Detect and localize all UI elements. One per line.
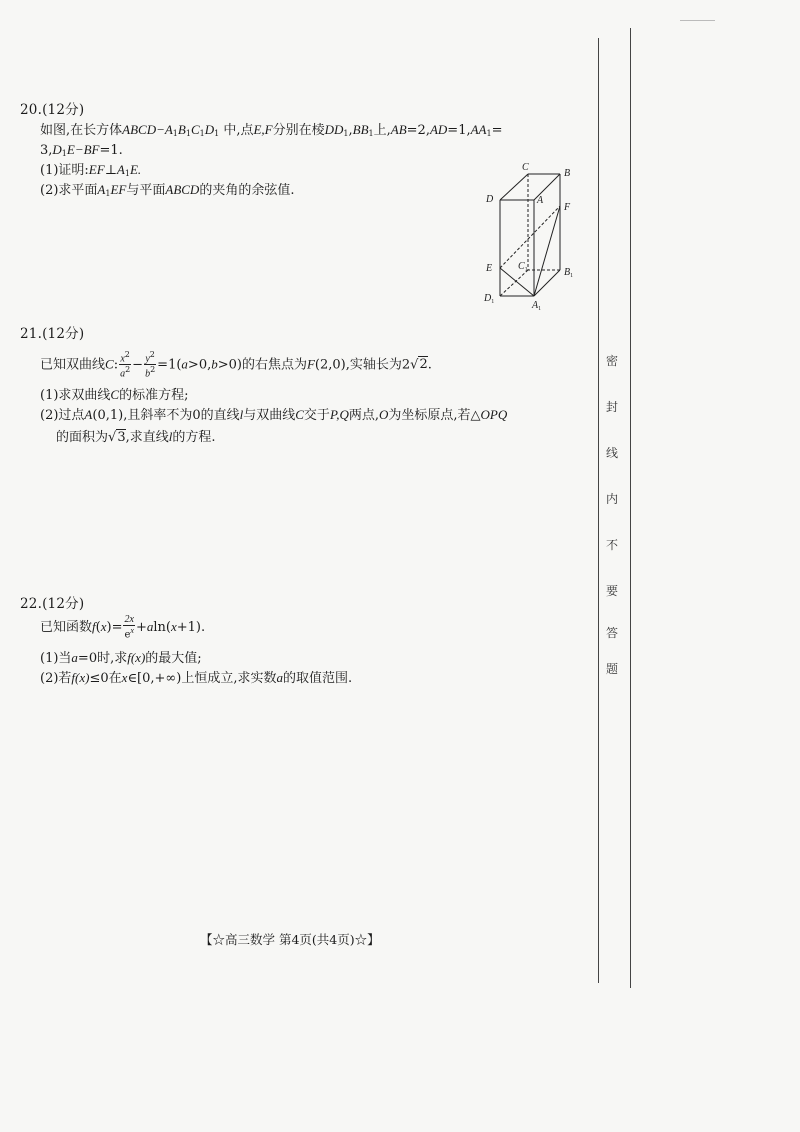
scan-mark <box>680 20 715 21</box>
label-B1: $B_1$ <box>564 267 574 279</box>
q20-stem-line2: $3,D_1E-BF=1$. <box>40 142 123 158</box>
q20-number: 20.(12分) <box>20 102 85 118</box>
q21-number: 21.(12分) <box>20 326 85 342</box>
seal-char-2: 封 <box>605 400 618 414</box>
sqrt-symbol: √ <box>108 430 117 445</box>
q20-stem-line1: 如图,在长方体$ABCD-A_1B_1C_1D_1$ 中,点E,F分别在棱$DD_1,BB_1$上$,AB=2,AD=1,AA_1=$ <box>40 122 503 138</box>
seal-char-1: 密 <box>605 354 618 368</box>
label-D1: $D_1$ <box>484 293 495 305</box>
label-F: F <box>564 202 571 213</box>
cuboid-figure <box>478 160 588 315</box>
fraction-y2-b2: $\frac{y^2}{b^2}$ <box>145 350 156 380</box>
q22-part1: (1)当a=0时,求f(x)的最大值; <box>40 650 202 666</box>
q21-part2-line2: 的面积为√3,求直线l的方程. <box>56 429 216 445</box>
fraction-x2-a2: $\frac{x^2}{a^2}$ <box>120 350 131 380</box>
q22-stem: 已知函数f(x)= $\frac{2x}{e^x}$ +aln(x+1). <box>40 613 206 641</box>
edge-C1D1 <box>500 270 528 296</box>
sqrt-symbol: √ <box>410 357 419 373</box>
label-C1: $C_1$ <box>518 261 528 273</box>
label-E: E <box>486 263 493 274</box>
q21-stem: 已知双曲线C: $\frac{x^2}{a^2}$ − $\frac{y^2}{b^2}$ =1(a>0,b>0)的右焦点为F(2,0),实轴长为2√2. <box>40 350 432 380</box>
q20-part1: (1)证明$:EF\perp A_1E$. <box>40 162 142 178</box>
fraction-2x-ex: $\frac{2x}{e^x}$ <box>124 613 134 641</box>
label-A1: $A_1$ <box>532 300 542 312</box>
page-footer: 【☆高三数学 第4页(共4页)☆】 <box>200 932 380 947</box>
q20-part2: (2)求平面$A_1EF$与平面ABCD的夹角的余弦值. <box>40 182 295 198</box>
seal-char-5: 不 <box>605 538 618 552</box>
seal-char-7: 答 <box>605 626 618 640</box>
seal-char-8: 题 <box>605 662 618 676</box>
label-A: A <box>537 195 544 206</box>
label-C: C <box>522 162 529 173</box>
seal-line-left <box>598 38 599 983</box>
seal-char-6: 要 <box>605 584 618 598</box>
seal-char-3: 线 <box>605 446 618 460</box>
q21-part2-line1: (2)过点A(0,1),且斜率不为0的直线l与双曲线C交于P,Q两点,O为坐标原点,若△OPQ <box>40 407 508 423</box>
label-B: B <box>564 168 571 179</box>
q22-number: 22.(12分) <box>20 596 85 612</box>
edge-DC <box>500 174 528 200</box>
seal-char-4: 内 <box>605 492 618 506</box>
label-D: D <box>486 194 494 205</box>
q22-part2: (2)若f(x)≤0在x∈[0,+∞)上恒成立,求实数a的取值范围. <box>40 670 353 686</box>
q21-part1: (1)求双曲线C的标准方程; <box>40 387 189 403</box>
seal-line-right <box>630 28 631 988</box>
